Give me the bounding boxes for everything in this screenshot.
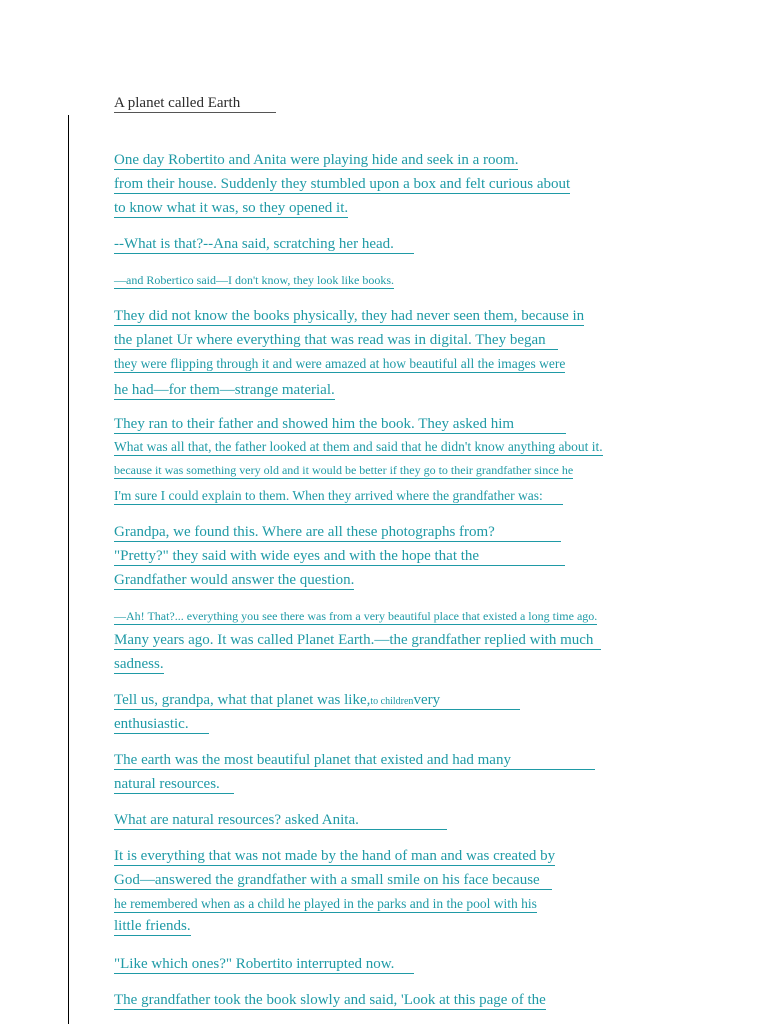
text-line: It is everything that was not made by the hand of man and was created by bbox=[114, 848, 556, 864]
text-line: I'm sure I could explain to them. When they arrived where the grandfather was: bbox=[114, 486, 563, 506]
text-line: from their house. Suddenly they stumbled upon a box and felt curious about bbox=[114, 176, 571, 192]
text-line: The grandfather took the book slowly and said, 'Look at this page of the bbox=[114, 992, 546, 1008]
text-line: --What is that?--Ana said, scratching her head. bbox=[114, 234, 414, 254]
text-line: The earth was the most beautiful planet that existed and had many bbox=[114, 750, 595, 770]
text-line: Many years ago. It was called Planet Earth.—the grandfather replied with much bbox=[114, 630, 601, 650]
margin-rule bbox=[68, 115, 69, 1024]
text-line: enthusiastic. bbox=[114, 714, 209, 734]
text-line: "Like which ones?" Robertito interrupted now. bbox=[114, 954, 414, 974]
text-line: They ran to their father and showed him the book. They asked him bbox=[114, 414, 566, 434]
text-line: Grandfather would answer the question. bbox=[114, 572, 355, 588]
text-line: he remembered when as a child he played in the parks and in the pool with his bbox=[114, 896, 537, 911]
text-line: God—answered the grandfather with a small smile on his face because bbox=[114, 870, 552, 890]
text-line: "Pretty?" they said with wide eyes and with the hope that the bbox=[114, 546, 565, 566]
text-line: because it was something very old and it would be better if they go to their grandfather since he bbox=[114, 463, 574, 477]
text-line: they were flipping through it and were amazed at how beautiful all the images were bbox=[114, 356, 566, 371]
page-title: A planet called Earth bbox=[114, 94, 276, 113]
text-line: to know what it was, so they opened it. bbox=[114, 200, 349, 216]
text-line: he had—for them—strange material. bbox=[114, 382, 335, 398]
text-line: What was all that, the father looked at them and said that he didn't know anything about it. bbox=[114, 439, 603, 454]
text-line: little friends. bbox=[114, 918, 191, 934]
text-line: What are natural resources? asked Anita. bbox=[114, 810, 447, 830]
text-line: natural resources. bbox=[114, 774, 234, 794]
text-line: One day Robertito and Anita were playing hide and seek in a room. bbox=[114, 152, 519, 168]
text-line: sadness. bbox=[114, 656, 164, 672]
text-line: —Ah! That?... everything you see there was from a very beautiful place that existed a long time ago. bbox=[114, 609, 598, 623]
text-line: They did not know the books physically, they had never seen them, because in bbox=[114, 308, 585, 324]
text-line: the planet Ur where everything that was read was in digital. They began bbox=[114, 330, 558, 350]
text-line: Tell us, grandpa, what that planet was like,to childrenvery bbox=[114, 690, 520, 712]
text-line: Grandpa, we found this. Where are all these photographs from? bbox=[114, 522, 561, 542]
text-line: —and Robertico said—I don't know, they look like books. bbox=[114, 273, 395, 287]
